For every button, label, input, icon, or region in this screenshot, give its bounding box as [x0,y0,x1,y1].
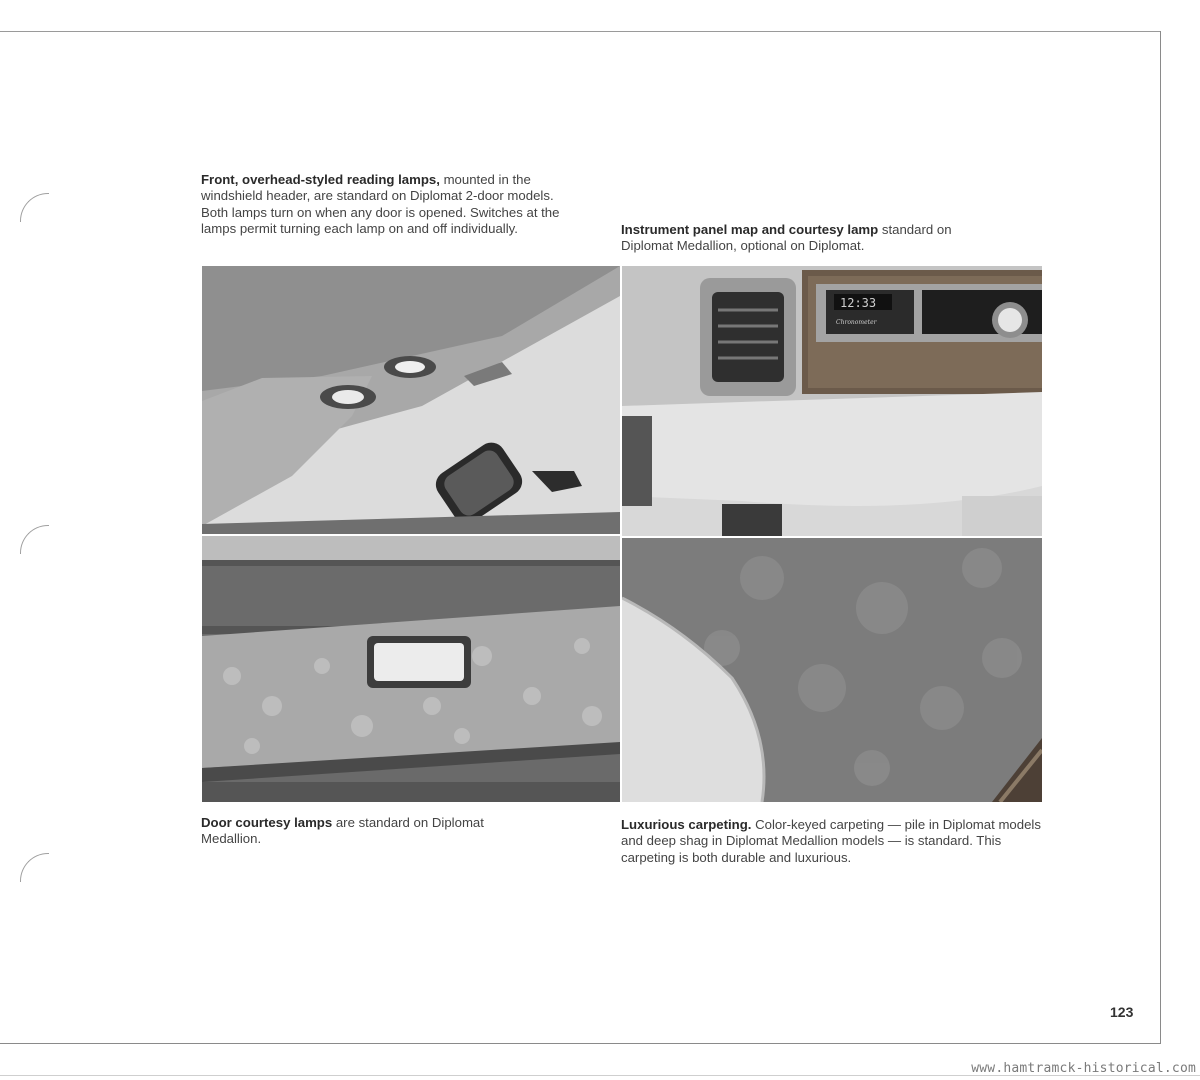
top-rule [0,31,1160,32]
right-rule [1160,31,1161,1044]
caption-title: Front, overhead-styled reading lamps, [201,172,440,187]
photo-carpeting [622,538,1042,802]
bottom-rule [0,1043,1161,1044]
caption-body: mounted in the windshield header, are standard on Diplomat 2-door models. Both lamps turn on when any door is opened. Switches at the lamps permit turning each lamp on and off individually. [201,172,560,237]
caption-body: are standard on Diplomat Medallion. [201,815,484,847]
photo-reading-lamps [202,266,620,534]
caption-title: Instrument panel map and courtesy lamp [621,222,879,237]
caption-body: standard on Diplomat Medallion, optional on Diplomat. [621,222,952,254]
binder-hole-icon [20,853,49,882]
page-number: 123 [1110,1004,1134,1020]
caption-carpeting [621,817,1041,866]
clock-display: 12:33 [840,296,877,310]
binder-hole-icon [20,193,49,222]
caption-instrument-panel [621,222,1001,255]
caption-body: Color-keyed carpeting — pile in Diplomat models and deep shag in Diplomat Medallion models — is standard. This carpeting is both durable and luxurious. [621,817,1041,865]
photo-instrument-panel [622,266,1042,536]
caption-door-courtesy [201,815,531,848]
caption-title: Luxurious carpeting. [621,817,752,832]
watermark-url: www.hamtramck-historical.com [971,1061,1196,1076]
binder-hole-icon [20,525,49,554]
photo-door-courtesy-lamp [202,536,620,802]
caption-title: Door courtesy lamps [201,815,333,830]
caption-reading-lamps [201,172,576,238]
clock-brand: Chronometer [836,319,877,326]
